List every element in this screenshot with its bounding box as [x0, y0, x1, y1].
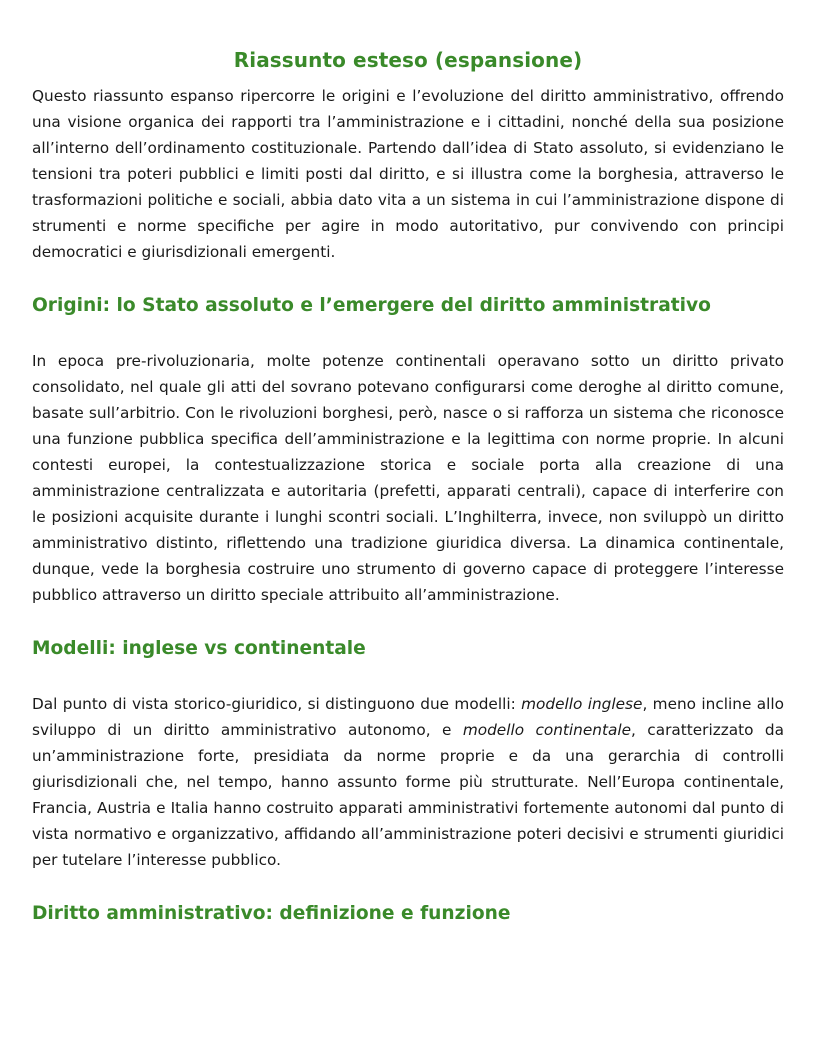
section-heading-origini: Origini: lo Stato assoluto e l’emergere del diritto amministrativo	[32, 295, 711, 316]
modelli-emphasis-inglese: modello inglese	[521, 695, 643, 713]
modelli-text-part1: Dal punto di vista storico-giuridico, si distinguono due modelli:	[32, 695, 522, 713]
section-paragraph-modelli	[32, 691, 784, 873]
document-page	[32, 0, 784, 927]
section-paragraph-origini: In epoca pre-rivoluzionaria, molte potenze continentali operavano sotto un diritto privato consolidato, nel quale gli atti del sovrano potevano configurarsi come deroghe al diritto comune, basate sull’arbitrio. Con le rivoluzioni borghesi, però, nasce o si rafforza un sistema che riconosce una funzione pubblica specifica dell’amministrazione e la legittima con norme proprie. In alcuni contesti europei, la contestualizzazione storica e sociale porta alla creazione di una amministrazione centralizzata e autoritaria (prefetti, apparati centrali), capace di interferire con le posizioni acquisite durante i lunghi scontri sociali. L’Inghilterra, invece, non sviluppò un diritto amministrativo distinto, riflettendo una tradizione giuridica diversa. La dinamica continentale, dunque, vede la borghesia costruire uno strumento di governo capace di proteggere l’interesse pubblico attraverso un diritto speciale attribuito all’amministrazione.	[32, 352, 784, 604]
intro-paragraph: Questo riassunto espanso ripercorre le origini e l’evoluzione del diritto amministrativo, offrendo una visione organica dei rapporti tra l’amministrazione e i cittadini, nonché della sua posizione all’interno dell’ordinamento costituzionale. Partendo dall’idea di Stato assoluto, si evidenziano le tensioni tra poteri pubblici e limiti posti dal diritto, e si illustra come la borghesia, attraverso le trasformazioni politiche e sociali, abbia dato vita a un sistema in cui l’amministrazione dispone di strumenti e norme specifiche per agire in modo autoritativo, pur convivendo con principi democratici e giurisdizionali emergenti.	[32, 87, 784, 261]
modelli-text-part3: , caratterizzato da un’amministrazione forte, presidiata da norme proprie e da una gerarchia di controlli giurisdizionali che, nel tempo, hanno assunto forme più strutturate. Nell’Europa continentale, Francia, Austria e Italia hanno costruito apparati amministrativi fortemente autonomi dal punto di vista normativo e organizzativo, affidando all’amministrazione poteri decisivi e strumenti giuridici per tutelare l’interesse pubblico.	[32, 721, 784, 869]
modelli-text-part2: , meno incline allo sviluppo di un diritto amministrativo autonomo, e	[32, 695, 784, 739]
section-heading-diritto-amministrativo: Diritto amministrativo: definizione e funzione	[32, 903, 511, 924]
document-title: Riassunto esteso (espansione)	[233, 48, 583, 72]
section-heading-modelli: Modelli: inglese vs continentale	[32, 638, 366, 659]
modelli-emphasis-continentale: modello continentale	[462, 721, 632, 739]
